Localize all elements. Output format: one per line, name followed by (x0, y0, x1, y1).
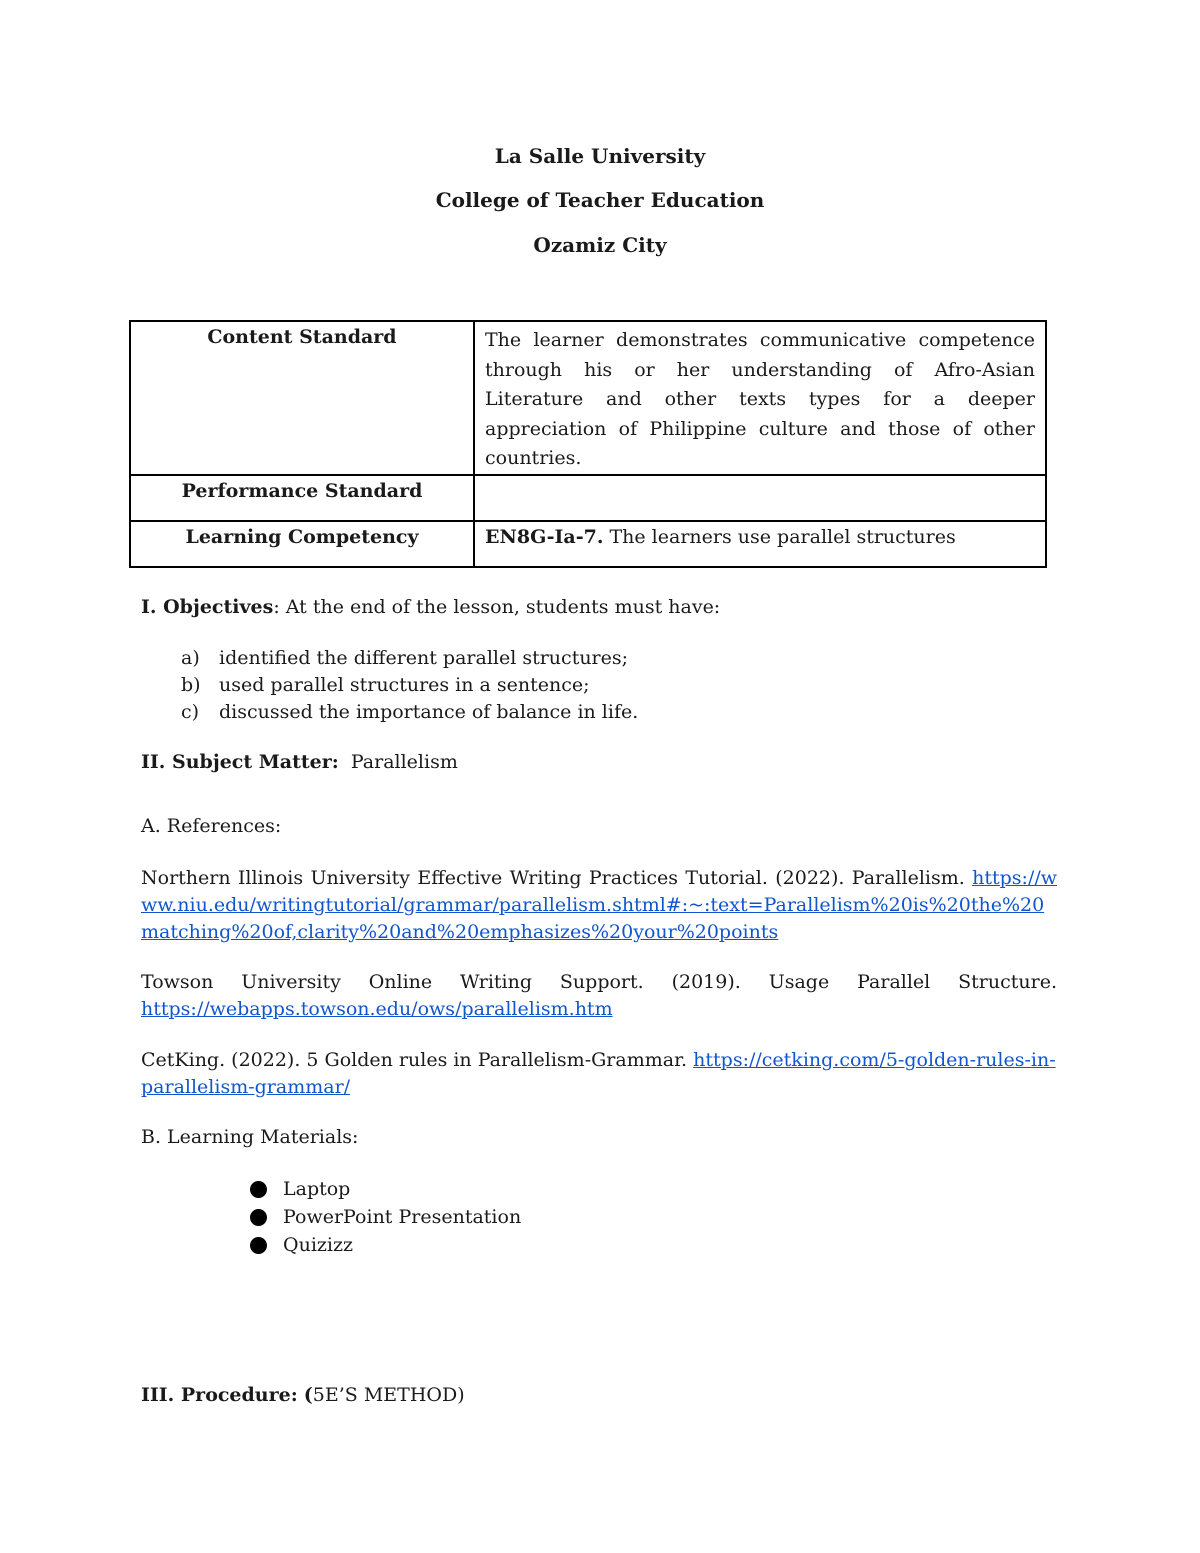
table-row (130, 521, 1046, 567)
procedure-method: 5E’S METHOD) (312, 1384, 465, 1406)
list-item: PowerPoint Presentation (248, 1203, 521, 1231)
materials-heading: B. Learning Materials: (141, 1126, 359, 1148)
reference-link[interactable]: https://webapps.towson.edu/ows/parallelism.htm (141, 998, 613, 1020)
references-heading: A. References: (141, 815, 282, 837)
reference-link[interactable]: https://cetking.com/5-golden-rules-in-parallelism-grammar/ (141, 1049, 1056, 1098)
standards-table (129, 320, 1047, 568)
content-standard-value: The learner demonstrates communicative competence through his or her understanding of Afro-Asian Literature and other texts types for a deeper appreciation of Philippine culture and those of other countries. (485, 329, 1035, 469)
procedure-heading: III. Procedure: (141, 1384, 298, 1406)
objectives-list (181, 647, 638, 728)
learning-competency-label: Learning Competency (130, 521, 474, 567)
competency-text: The learners use parallel structures (603, 525, 956, 548)
content-standard-label: Content Standard (130, 321, 474, 475)
list-item: c) discussed the importance of balance in life. (181, 701, 639, 723)
performance-standard-label: Performance Standard (130, 475, 474, 521)
reference-item: Northern Illinois University Effective Writing Practices Tutorial. (2022). Parallelism. https://www.niu.edu/writingtutorial/grammar/parallelism.shtml#:~:text=Parallelism%20is%20the%20matching%20of,clarity%20and%20emphasizes%20your%20points (141, 867, 1057, 943)
objectives-line (141, 596, 720, 618)
list-item: b) used parallel structures in a sentence; (181, 674, 590, 696)
subject-matter-heading: II. Subject Matter: (141, 751, 339, 773)
list-item: Laptop (248, 1175, 521, 1203)
reference-item: Towson University Online Writing Support. (2019). Usage Parallel Structure. https://webapps.towson.edu/ows/parallelism.htm (141, 971, 1057, 1020)
table-row (130, 475, 1046, 521)
university-name: La Salle University (494, 144, 706, 168)
reference-item: CetKing. (2022). 5 Golden rules in Parallelism-Grammar. https://cetking.com/5-golden-rules-in-parallelism-grammar/ (141, 1049, 1056, 1098)
list-item: Quizizz (248, 1231, 521, 1259)
subject-matter-line (141, 751, 458, 773)
objectives-intro: : At the end of the lesson, students must have: (273, 596, 721, 618)
list-item: a) identified the different parallel structures; (181, 647, 629, 669)
procedure-line: III. Procedure: (5E’S METHOD) (141, 1384, 465, 1406)
objectives-heading: I. Objectives (141, 596, 274, 618)
performance-standard-value (474, 475, 1046, 521)
subject-matter-value: Parallelism (350, 751, 458, 773)
city-name: Ozamiz City (533, 233, 667, 257)
competency-code: EN8G-Ia-7. (485, 525, 604, 548)
college-name: College of Teacher Education (435, 188, 765, 212)
bullet-icon (250, 1209, 267, 1226)
table-row (130, 321, 1046, 475)
bullet-icon (250, 1237, 267, 1254)
materials-list (248, 1175, 521, 1259)
reference-link[interactable]: https://www.niu.edu/writingtutorial/grammar/parallelism.shtml#:~:text=Parallelism%20is%20the%20matching%20of,clarity%20and%20emphasizes%20your%20points (141, 867, 1057, 943)
bullet-icon (250, 1181, 267, 1198)
